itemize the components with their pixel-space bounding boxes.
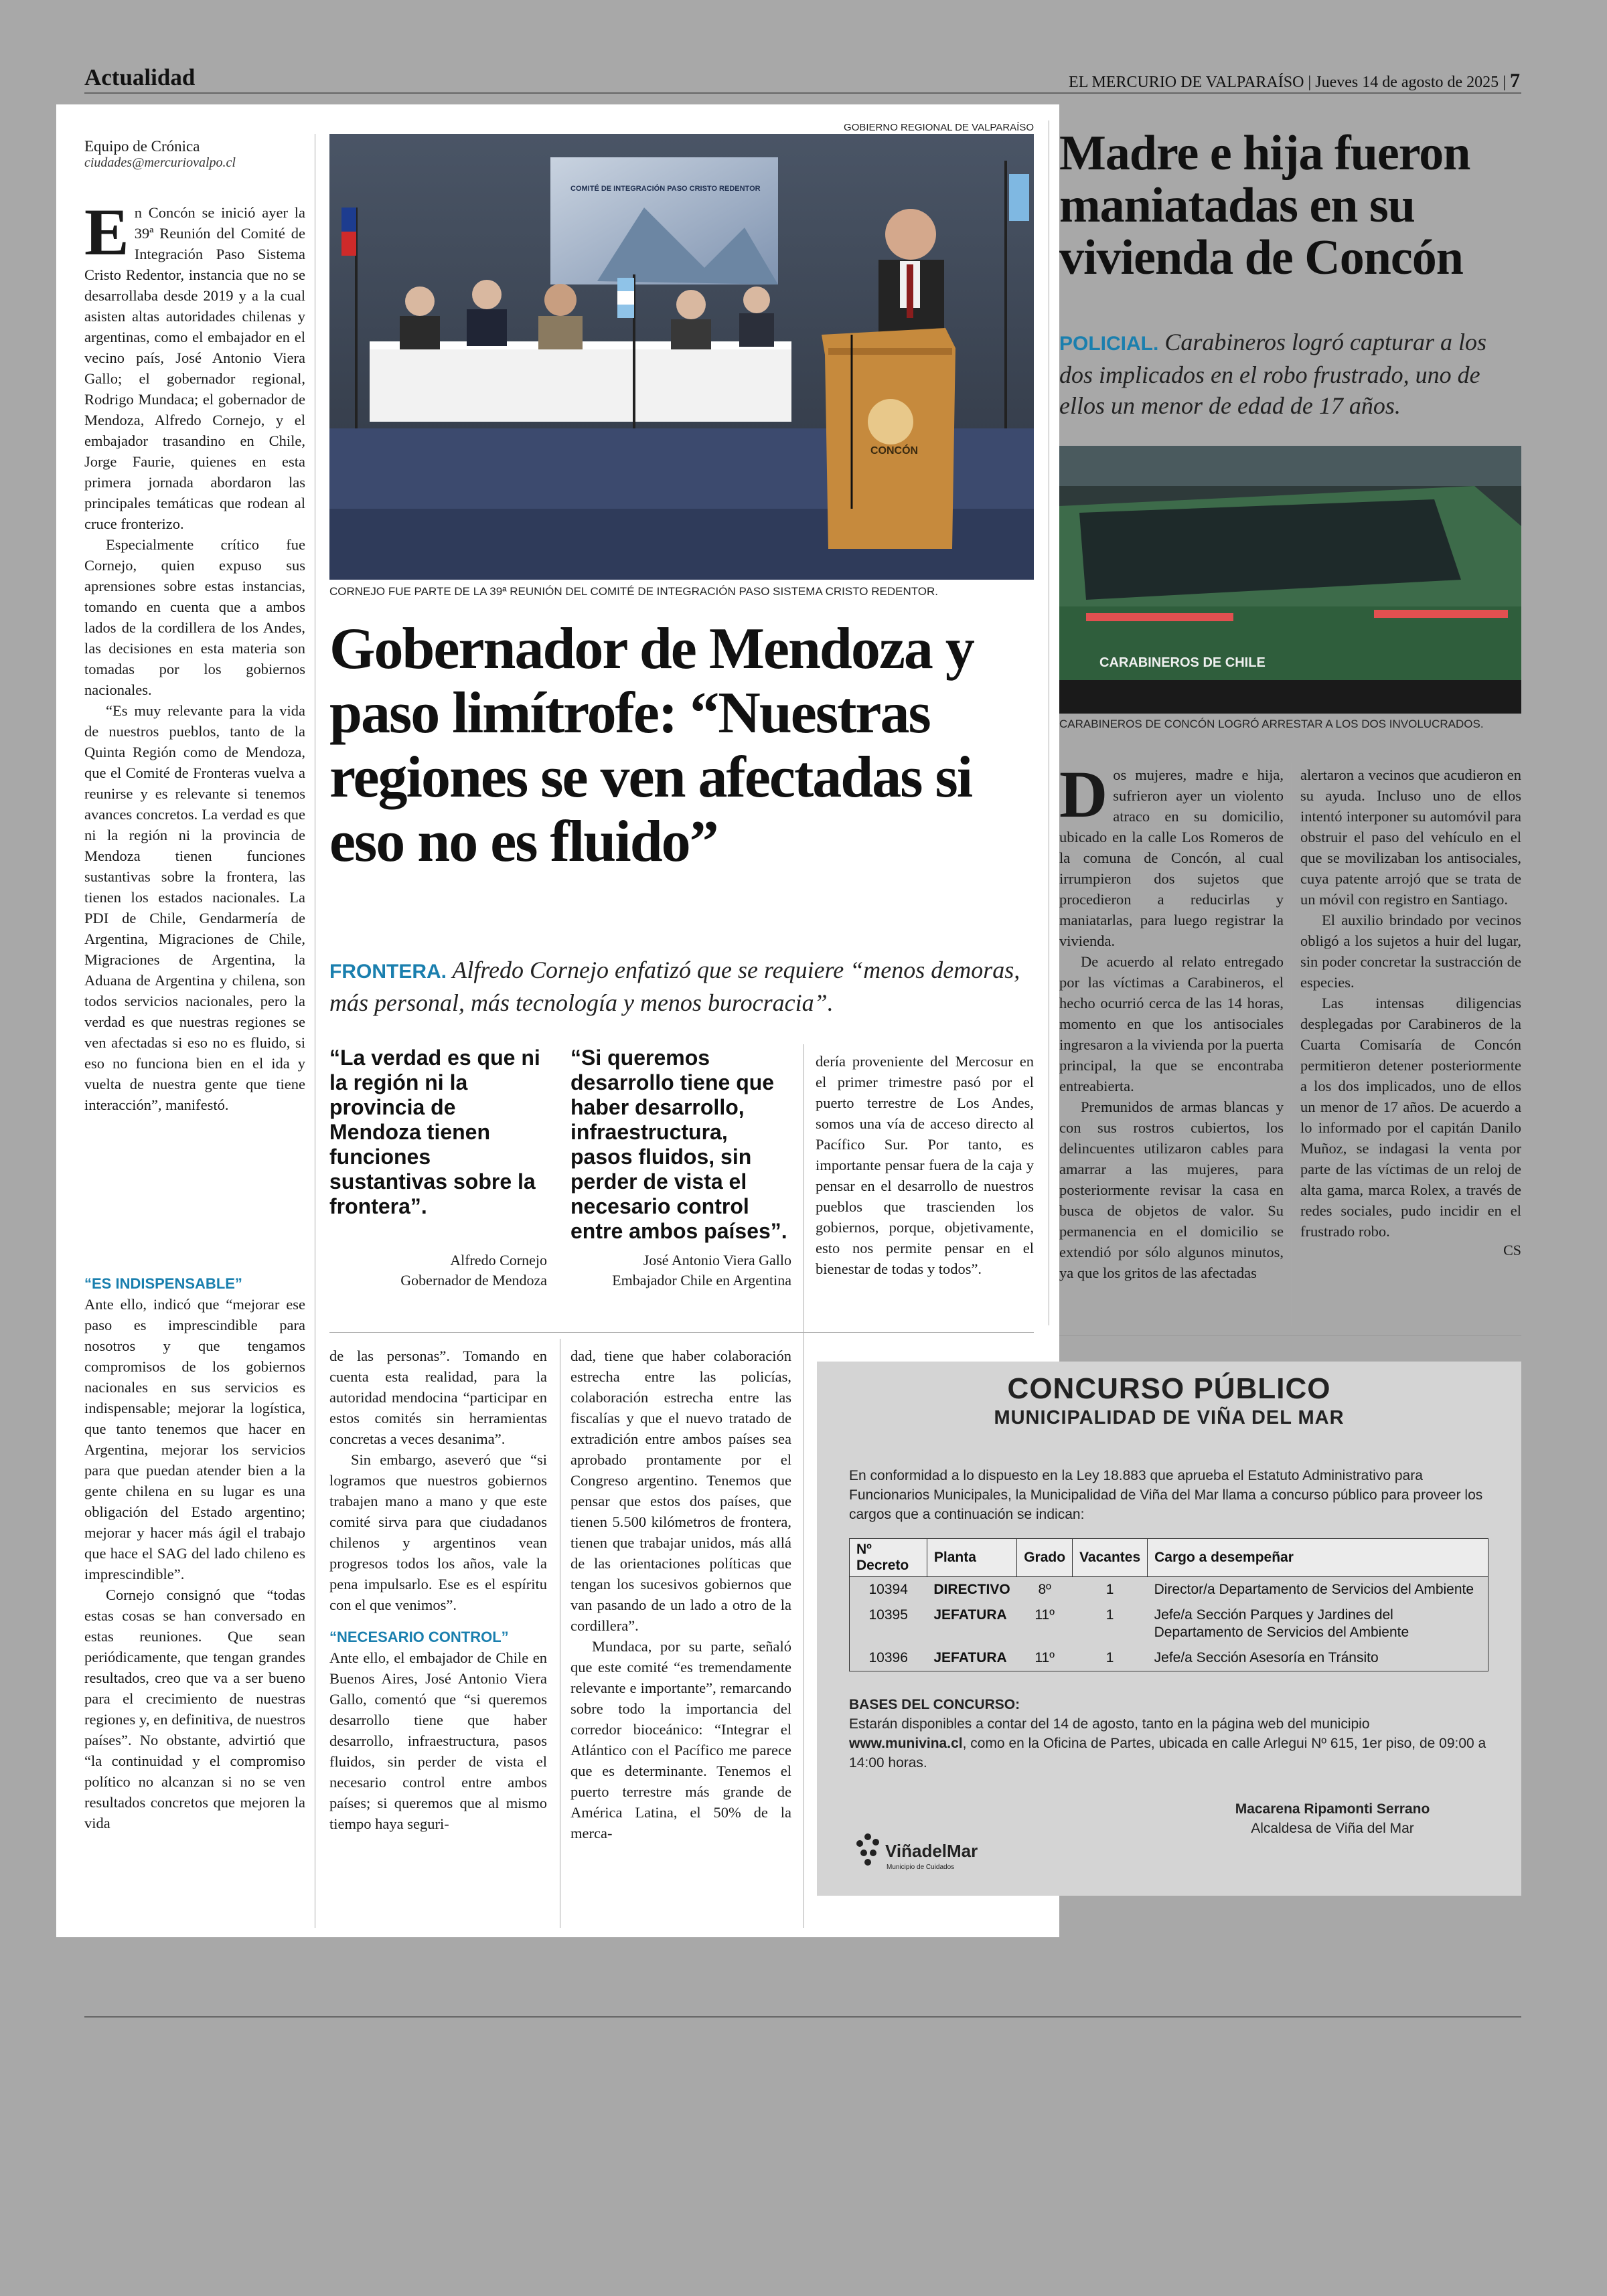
screen-text: COMITÉ DE INTEGRACIÓN PASO CRISTO REDENTOR: [570, 185, 761, 193]
bases-url[interactable]: www.munivina.cl: [849, 1736, 963, 1751]
quote-author: José Antonio Viera Gallo: [643, 1252, 791, 1268]
notice-subtitle: MUNICIPALIDAD DE VIÑA DEL MAR: [994, 1407, 1345, 1428]
paragraph: Las intensas diligencias desplegadas por Carabineros de la Cuarta Comisaría de Concón permitieron detener posteriormente a los dos implicados, uno de ellos un menor de 17 años. De acuerdo a lo informado por el capitán Danilo Muñoz, se indagasi la venta por parte de las víctimas de un reloj de alta gama, marca Rolex, a través de redes sociales, pudo incidir en el frustrado robo.: [1300, 995, 1521, 1240]
cell-cargo: Jefe/a Sección Parques y Jardines del Departamento de Servicios del Ambiente: [1154, 1607, 1409, 1640]
cell-vacantes: 1: [1105, 1607, 1114, 1623]
paragraph: El auxilio brindado por vecinos obligó a los sujetos a huir del lugar, sin poder concretar la sustracción de especies.: [1300, 912, 1521, 991]
meeting-photo: [329, 134, 1034, 580]
table-header: Nº Decreto: [850, 1539, 927, 1577]
cell-planta: DIRECTIVO: [933, 1582, 1010, 1597]
positions-table: [849, 1538, 1488, 1671]
photo-caption: CARABINEROS DE CONCÓN LOGRÓ ARRESTAR A LOS DOS INVOLUCRADOS.: [1059, 718, 1484, 730]
byline: [84, 138, 312, 171]
cell-planta: JEFATURA: [933, 1607, 1007, 1623]
column-divider: [1291, 763, 1292, 1325]
kicker-label: POLICIAL.: [1059, 333, 1159, 355]
paragraph: de las personas”. Tomando en cuenta esta realidad, para la autoridad mendocina “participar en estos comités sin herramientas concretas a veces desanima”.: [329, 1347, 547, 1447]
byline-author: Equipo de Crónica: [84, 138, 200, 155]
paragraph: Ante ello, el embajador de Chile en Buenos Aires, José Antonio Viera Gallo, comentó que “si queremos desarrollo tiene que haber desarrollo, infraestructura, pasos fluidos, sin perder de vista el necesario control entre ambos países; si queremos que al mismo tiempo haya seguri-: [329, 1649, 547, 1832]
paragraph: dad, tiene que haber colaboración estrecha entre las policías, colaboración estrecha entre las fiscalías y que el nuevo tratado de extradición entre ambos países sea aprobado prontamente por el Congreso argentino. Tenemos que pensar que estos dos países, que tienen 5.500 kilómetros de frontera, tienen que trabajar unidos, más allá de las orientaciones políticas que tengan los sucesivos gobiernos que van pasando de un lado a otro de la cordillera”.: [570, 1347, 791, 1634]
cell-cargo: Jefe/a Sección Asesoría en Tránsito: [1154, 1650, 1379, 1665]
page-number: 7: [1510, 70, 1520, 92]
table-row: [850, 1645, 1488, 1671]
cell-vacantes: 1: [1105, 1650, 1114, 1665]
bases-label: BASES DEL CONCURSO:: [849, 1697, 1020, 1712]
bases-text: [849, 1695, 1488, 1773]
cell-grado: 8º: [1038, 1582, 1051, 1597]
notice-intro: En conformidad a lo dispuesto en la Ley 18.883 que aprueba el Estatuto Administrativo para Funcionarios Municipales, la Municipalidad de Viña del Mar llama a concurso público para proveer los cargos que a continuación se indican:: [849, 1468, 1483, 1522]
paragraph: dería proveniente del Mercosur en el primer trimestre pasó por el puerto terrestre de Los Andes, somos una vía de acceso directo al Pacífico Sur. Por tanto, es importante pensar fuera de la caja y pensar en el desarrollo de nuestros pueblos que trascienden los gobiernos, porque, objetivamente, esto nos permite pensar en el bienestar de todas y todos”.: [816, 1053, 1034, 1277]
cell-vacantes: 1: [1105, 1582, 1114, 1597]
dropcap: E: [84, 195, 129, 269]
police-vehicle-illustration: [1059, 446, 1521, 714]
main-column-3: [570, 1345, 791, 1843]
paragraph: De acuerdo al relato entregado por las víctimas a Carabineros, el hecho ocurrió cerca de las 14 horas, momento en que los antisociales ingresaron a la vivienda por la puerta principal, la que se encontraba entreabierta.: [1059, 953, 1284, 1094]
paragraph: Premunidos de armas blancas y con sus rostros cubiertos, los delincuentes utilizaron cables para amarrar a las mujeres, para posteriormente revisar la casa en busca de objetos de valor. Su permanencia en el domicilio se extendió por sólo algunos minutos, ya que los gritos de las afectadas: [1059, 1098, 1284, 1281]
subheading: “NECESARIO CONTROL”: [329, 1629, 509, 1645]
newspaper-name: EL MERCURIO DE VALPARAÍSO: [1069, 74, 1304, 91]
side-kicker: [1059, 327, 1521, 421]
signature-block: [1219, 1799, 1446, 1838]
section-divider: [329, 1332, 1034, 1333]
table-header: Planta: [927, 1539, 1016, 1577]
paragraph: “Es muy relevante para la vida de nuestros pueblos, tanto de la Quinta Región como de Mendoza, que el Comité de Fronteras vuelva a reunirse y es relevante si tenemos avances concretos. La verdad es que ni la región ni la provincia de Mendoza tienen funciones sustantivas sobre la frontera, las tienen los estados nacionales. La PDI de Chile, Gendarmería de Argentina, Migraciones de Chile, Migraciones de Argentina, la Aduana de Argentina y chilena, son todos servicios nacionales, pero la verdad es que nuestras regiones se ven afectadas si eso no es fluido, si eso no funciona bien en el ida y vuelta de nuestra gente que tiene interacción”, manifestó.: [84, 702, 305, 1113]
table-header: Cargo a desempeñar: [1148, 1539, 1488, 1577]
byline-email: ciudades@mercuriovalpo.cl: [84, 155, 236, 170]
kicker-label: FRONTERA.: [329, 961, 447, 983]
main-headline: Gobernador de Mendoza y paso limítrofe: “Nuestras regiones se ven afectadas si eso no es fluido”: [329, 617, 974, 874]
bases-text-2: , como en la Oficina de Partes, ubicada en calle Arlegui Nº 615, 1er piso, de 09:00 a 14:00 horas.: [849, 1736, 1486, 1771]
paragraph: Cornejo consignó que “todas estas cosas se han conversado en estas reuniones. Que sean periódicamente, que tengan grandes resultados, creo que va a ser bueno para el crecimiento de nuestras regiones y, en definitiva, de nuestros países”. No obstante, advirtió que “la continuidad y el compromiso político no alcanzan si no se ven resultados concretos que mejoren la vida: [84, 1586, 305, 1831]
section-divider: [1059, 1335, 1521, 1336]
pull-quote-1-attribution: [329, 1250, 547, 1291]
table-row: [850, 1603, 1488, 1645]
pull-quote-1: “La verdad es que ni la región ni la provincia de Mendoza tienen funciones sustantivas sobre la frontera”.: [329, 1046, 540, 1218]
cell-planta: JEFATURA: [933, 1650, 1007, 1665]
paragraph: Sin embargo, aseveró que “si logramos que nuestros gobiernos trabajen mano a mano y que este comité sirva para que ciudadanos chilenos y argentinos vean progresos todos los años, vale la pena impulsarlo. Ese es el espíritu con el que venimos”.: [329, 1451, 547, 1613]
table-header: Vacantes: [1073, 1539, 1148, 1577]
kicker-text: Alfredo Cornejo enfatizó que se requiere “menos demoras, más personal, más tecnología y menos burocracia”.: [329, 957, 1020, 1016]
meeting-photo-illustration: [329, 134, 1034, 580]
bases-text-1: Estarán disponibles a contar del 14 de agosto, tanto en la página web del municipio: [849, 1716, 1370, 1732]
cell-decreto: 10396: [868, 1650, 908, 1665]
signer-role: Alcaldesa de Viña del Mar: [1251, 1821, 1414, 1836]
table-header: Grado: [1017, 1539, 1073, 1577]
main-kicker: [329, 955, 1039, 1018]
quote-author: Alfredo Cornejo: [450, 1252, 547, 1268]
table-row: [850, 1577, 1488, 1603]
police-vehicle-photo: [1059, 446, 1521, 714]
cell-grado: 11º: [1035, 1607, 1055, 1623]
main-column-1-continued: [84, 1275, 305, 1833]
paragraph: Ante ello, indicó que “mejorar ese paso es imprescindible para nosotros y que tengamos compromisos de los gobiernos nacionales en sus servicios es indispensable; mejorar la logística, que tanto tenemos que hacer en Argentina, mejorar los servicios para que puedan atender bien a la gente chilena en su lugar es una obligación del Estado argentino; mejorar y hacer más ágil el trabajo que hace el SAG del lado chileno es imprescindible”.: [84, 1296, 305, 1582]
masthead: EL MERCURIO DE VALPARAÍSO | Jueves 14 de agosto de 2025 | 7: [1069, 70, 1520, 92]
dropcap: D: [1059, 757, 1108, 831]
logo-tagline: Municipio de Cuidados: [887, 1864, 955, 1871]
quote-role: Embajador Chile en Argentina: [612, 1272, 791, 1289]
main-column-1: [84, 195, 305, 1115]
side-column-1: [1059, 757, 1284, 1283]
side-headline: Madre e hija fueron maniatadas en su vivienda de Concón: [1059, 126, 1470, 285]
side-column-2: [1300, 764, 1521, 1259]
end-mark: CS: [1503, 1242, 1521, 1258]
header-rule: [84, 92, 1521, 94]
cell-grado: 11º: [1035, 1650, 1055, 1665]
photo-caption: CORNEJO FUE PARTE DE LA 39ª REUNIÓN DEL COMITÉ DE INTEGRACIÓN PASO SISTEMA CRISTO REDENTOR.: [329, 585, 939, 598]
cell-cargo: Director/a Departamento de Servicios del Ambiente: [1154, 1582, 1474, 1597]
paragraph: n Concón se inició ayer la 39ª Reunión del Comité de Integración Paso Sistema Cristo Redentor, instancia que no se desarrollaba desde 2019 y a la cual asisten altas autoridades chilenas y argentinas, como el embajador en el vecino país, José Antonio Viera Gallo; el gobernador regional, Rodrigo Mundaca; el gobernador de Mendoza, Alfredo Cornejo, y el embajador trasandino en Chile, Jorge Faurie, quienes en esta primera jornada abordaron las principales temáticas que rodean al cruce fronterizo.: [84, 204, 305, 532]
pull-quote-2-attribution: [570, 1250, 791, 1291]
photo-credit: GOBIERNO REGIONAL DE VALPARAÍSO: [844, 122, 1034, 133]
podium-text: CONCÓN: [870, 445, 919, 457]
cell-decreto: 10395: [868, 1607, 908, 1623]
vehicle-text: CARABINEROS DE CHILE: [1099, 655, 1266, 670]
main-column-2: [329, 1345, 547, 1834]
paragraph: alertaron a vecinos que acudieron en su ayuda. Incluso uno de ellos intentó interponer su automóvil para obstruir el paso del vehículo en el que se movilizaban los antisociales, cuya patente arrojó que se trata de un móvil con registro en Santiago.: [1300, 766, 1521, 908]
vina-del-mar-logo: [848, 1823, 995, 1884]
signer-name: Macarena Ripamonti Serrano: [1235, 1801, 1430, 1817]
subheading: “ES INDISPENSABLE”: [84, 1275, 242, 1292]
cell-decreto: 10394: [868, 1582, 908, 1597]
section-title: Actualidad: [84, 64, 196, 90]
kicker-text: Carabineros logró capturar a los dos implicados en el robo frustrado, uno de ellos un menor de edad de 17 años.: [1059, 329, 1487, 419]
paragraph: Mundaca, por su parte, señaló que este comité “es tremendamente relevante e importante”, remarcando sobre todo la importancia del corredor bioceánico: “Integrar el Atlántico con el Pacífico me parece que es determinante. Tenemos el puerto terrestre más grande de América Latina, el 50% de la merca-: [570, 1638, 791, 1841]
issue-date: Jueves 14 de agosto de 2025: [1315, 74, 1499, 91]
public-notice: [817, 1362, 1521, 1896]
notice-title: CONCURSO PÚBLICO: [1007, 1372, 1331, 1405]
footer-rule: [84, 2016, 1521, 2018]
paragraph: os mujeres, madre e hija, sufrieron ayer un violento atraco en su domicilio, ubicado en la calle Los Romeros de la comuna de Concón, al cual irrumpieron dos sujetos que procedieron a reducirlas y maniatarlas, para luego registrar la vivienda.: [1059, 766, 1284, 949]
logo-text: ViñadelMar: [885, 1841, 978, 1861]
pull-quote-2: “Si queremos desarrollo tiene que haber desarrollo, infraestructura, pasos fluidos, sin perder de vista el necesario control entre ambos países”.: [570, 1046, 787, 1243]
quote-role: Gobernador de Mendoza: [400, 1272, 547, 1289]
table-header-row: [850, 1539, 1488, 1577]
main-column-4-top: [816, 1051, 1034, 1279]
paragraph: Especialmente crítico fue Cornejo, quien expuso sus aprensiones sobre estas instancias, tomando en cuenta que a ambos lados de la cordillera de los Andes, las decisiones en esta materia son tomadas por los gobiernos nacionales.: [84, 536, 305, 698]
